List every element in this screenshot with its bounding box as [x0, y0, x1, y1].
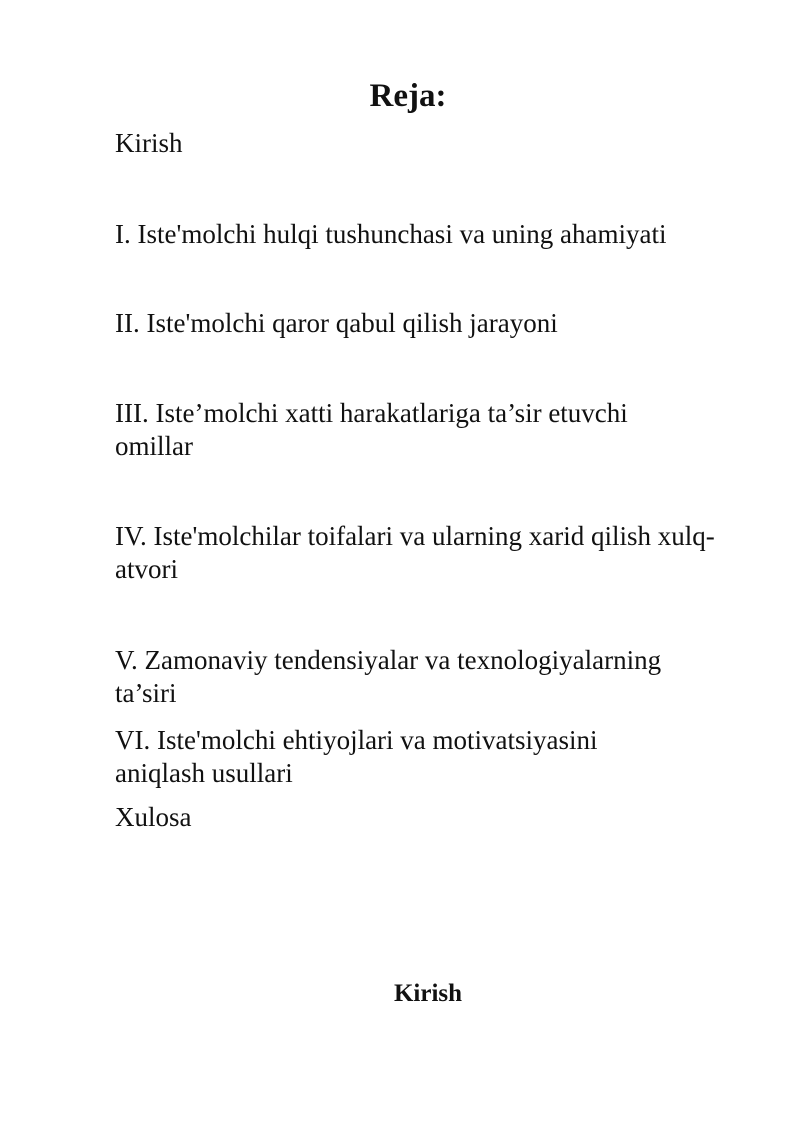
plan-item-1: I. Iste'molchi hulqi tushunchasi va uning ahamiyati	[115, 219, 667, 249]
plan-title: Reja:	[369, 78, 447, 114]
plan-item-6: VI. Iste'molchi ehtiyojlari va motivatsiyasini aniqlash usullari	[115, 725, 598, 788]
plan-item-2: II. Iste'molchi qaror qabul qilish jarayoni	[115, 308, 558, 338]
plan-item-conclusion: Xulosa	[115, 802, 192, 832]
plan-item-4: IV. Iste'molchilar toifalari va ularning xarid qilish xulq-atvori	[115, 521, 715, 584]
plan-item-intro: Kirish	[115, 128, 183, 158]
plan-item-5: V. Zamonaviy tendensiyalar va texnologiyalarning ta’siri	[115, 645, 662, 708]
plan-item-3: III. Iste’molchi xatti harakatlariga ta’sir etuvchi omillar	[115, 398, 628, 461]
section-heading: Kirish	[393, 980, 463, 1007]
